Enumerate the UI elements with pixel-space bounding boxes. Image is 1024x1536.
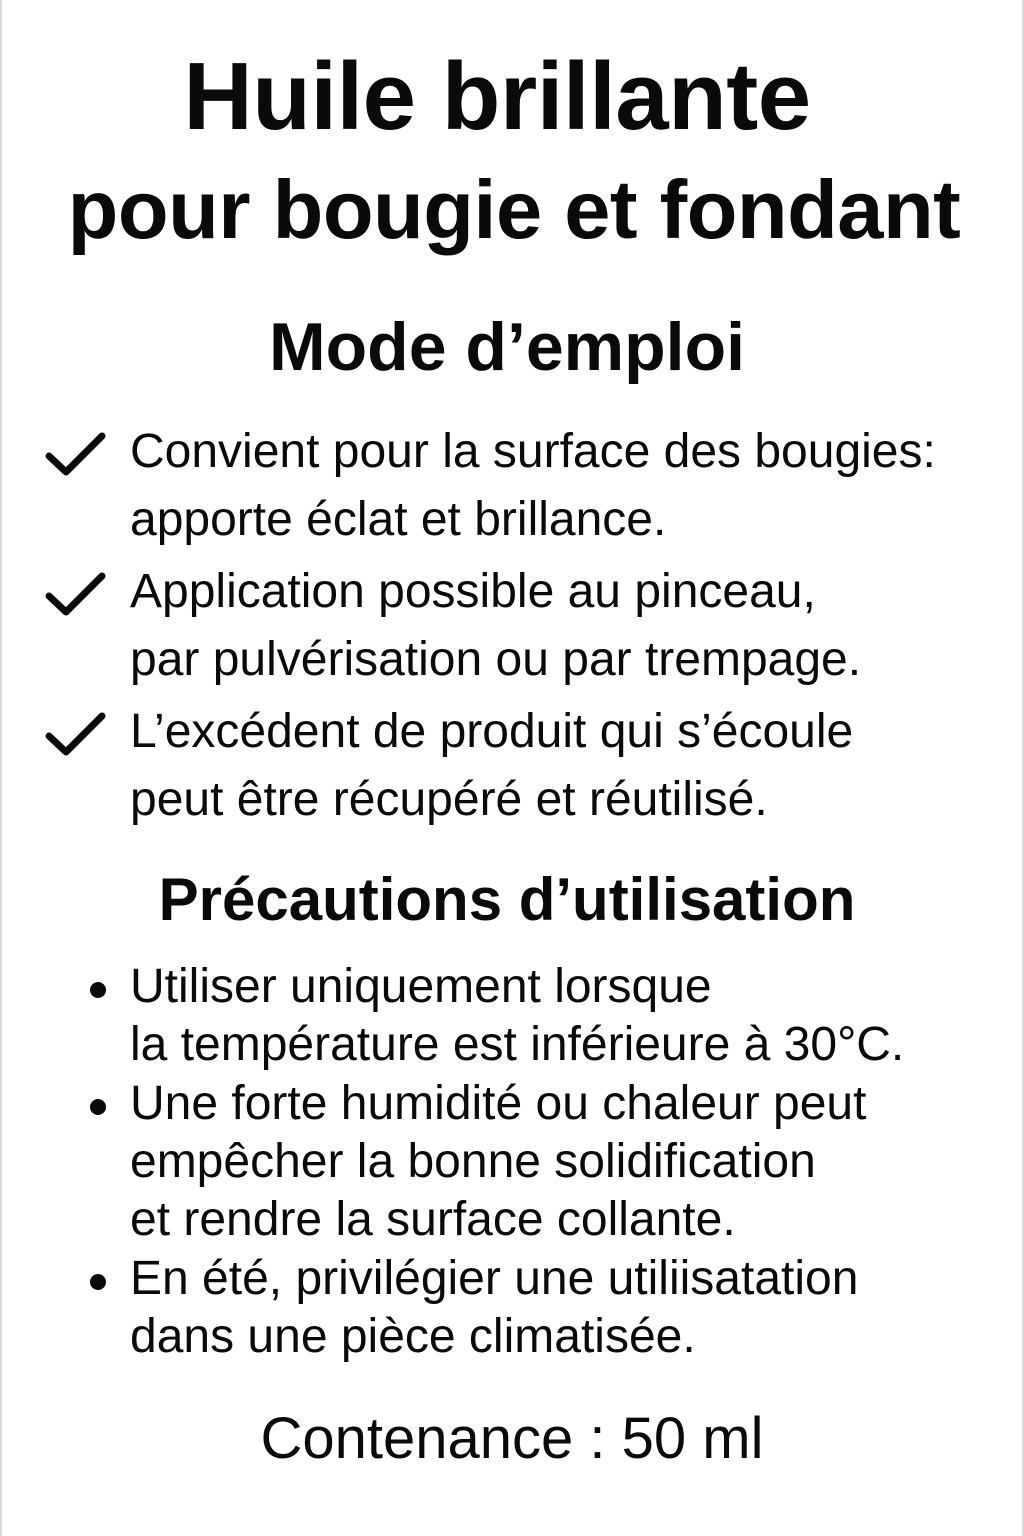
precaution-item-line: empêcher la bonne solidification xyxy=(130,1135,816,1188)
product-title-line-2: pour bougie et fondant xyxy=(67,163,961,256)
mode-emploi-list xyxy=(2,418,936,838)
precaution-item-line: et rendre la surface collante. xyxy=(130,1193,736,1246)
precaution-item-line: Une forte humidité ou chaleur peut xyxy=(130,1077,867,1130)
precaution-item-line: En été, privilégier une utiliisatation xyxy=(130,1252,859,1305)
mode-emploi-item-line: peut être récupéré et réutilisé. xyxy=(130,773,768,826)
mode-emploi-item-line: L’excédent de produit qui s’écoule xyxy=(130,705,854,758)
precautions-list xyxy=(2,958,904,1367)
precaution-item-line: Utiliser uniquement lorsque xyxy=(130,960,712,1013)
check-icon xyxy=(44,430,106,478)
precaution-item-line: dans une pièce climatisée. xyxy=(130,1310,696,1363)
bullet-icon xyxy=(90,1099,106,1115)
mode-emploi-item xyxy=(2,418,936,554)
mode-emploi-item-line: par pulvérisation ou par trempage. xyxy=(130,633,862,686)
mode-emploi-item xyxy=(2,698,936,834)
precaution-item xyxy=(2,1250,904,1366)
check-icon xyxy=(44,570,106,618)
product-title-line-1: Huile brillante xyxy=(183,43,811,150)
mode-emploi-item-line: apporte éclat et brillance. xyxy=(130,493,667,546)
precaution-item xyxy=(2,1075,904,1249)
check-icon xyxy=(44,710,106,758)
precautions-heading: Précautions d’utilisation xyxy=(158,866,856,933)
mode-emploi-heading: Mode d’emploi xyxy=(269,309,745,385)
bullet-icon xyxy=(90,982,106,998)
bullet-icon xyxy=(90,1274,106,1290)
mode-emploi-item-line: Convient pour la surface des bougies: xyxy=(130,425,936,478)
mode-emploi-item xyxy=(2,558,936,694)
precaution-item-line: la température est inférieure à 30°C. xyxy=(130,1018,905,1071)
contenance-label: Contenance : 50 ml xyxy=(260,1406,764,1471)
precaution-item xyxy=(2,958,904,1074)
mode-emploi-item-line: Application possible au pinceau, xyxy=(130,565,816,618)
